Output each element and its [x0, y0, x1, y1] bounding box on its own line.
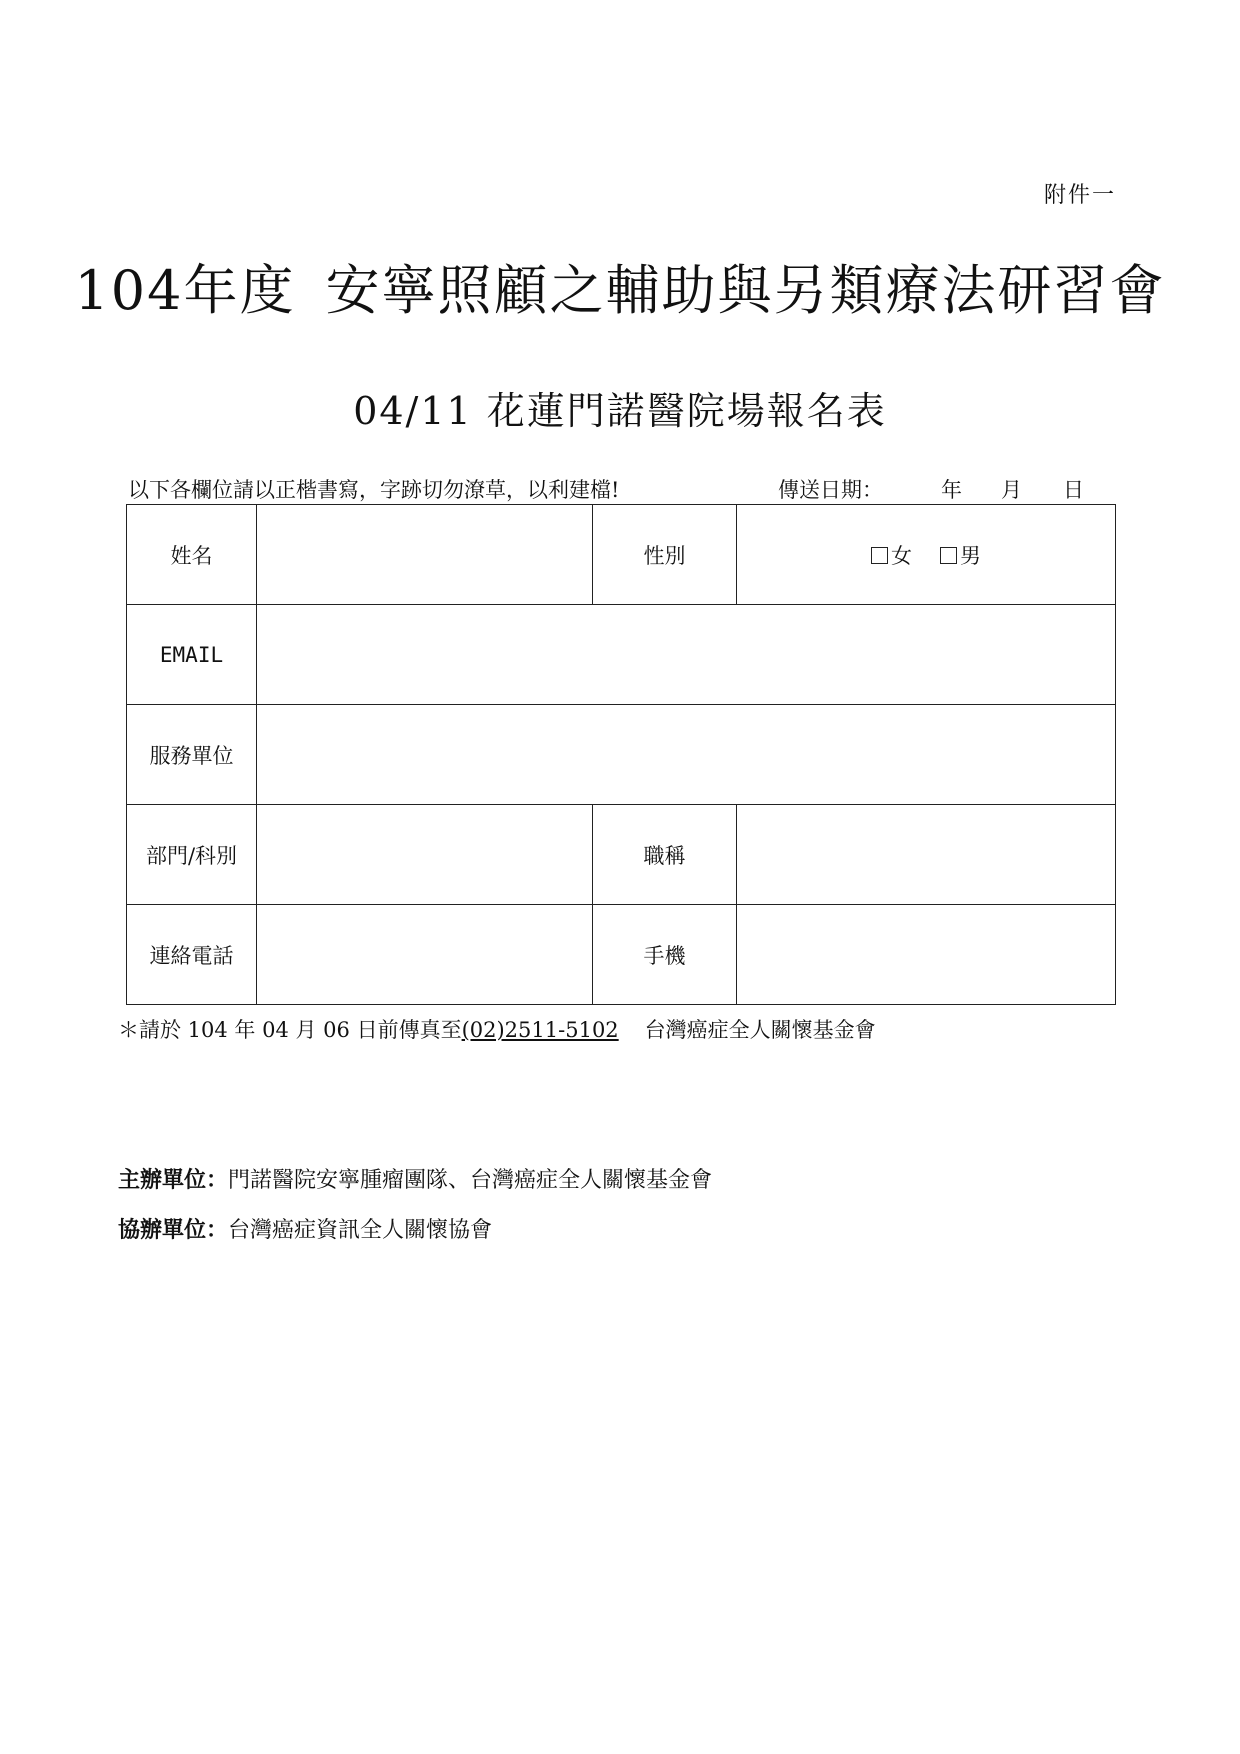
- fax-note-organization: 台灣癌症全人關懷基金會: [644, 1018, 876, 1042]
- form-row-name: [127, 505, 1116, 605]
- male-checkbox[interactable]: [940, 547, 957, 564]
- gender-field: [737, 505, 1116, 605]
- organizer-line: [118, 1163, 712, 1194]
- organizer-label: 主辦單位：: [118, 1167, 229, 1193]
- phone-field[interactable]: [257, 905, 593, 1005]
- gender-label: 性別: [593, 505, 737, 605]
- department-label: 部門/科別: [127, 805, 257, 905]
- department-field[interactable]: [257, 805, 593, 905]
- job-title-label: 職稱: [593, 805, 737, 905]
- send-date-month-unit: 月: [1001, 478, 1022, 502]
- co-organizer-line: [118, 1213, 492, 1244]
- name-label: 姓名: [127, 505, 257, 605]
- co-organizer-value: 台灣癌症資訊全人關懷協會: [228, 1218, 493, 1243]
- female-checkbox[interactable]: [871, 547, 888, 564]
- fax-note-prefix: ＊請於 104 年 04 月 06 日前傳真至: [118, 1018, 462, 1042]
- service-unit-field[interactable]: [257, 705, 1116, 805]
- title-year: 104年度: [74, 259, 296, 322]
- mobile-field[interactable]: [737, 905, 1116, 1005]
- email-label: EMAIL: [127, 605, 257, 705]
- name-field[interactable]: [257, 505, 593, 605]
- job-title-field[interactable]: [737, 805, 1116, 905]
- page-title: [0, 248, 1240, 325]
- form-row-unit: [127, 705, 1116, 805]
- title-name: 安寧照顧之輔助與另類療法研習會: [325, 259, 1166, 322]
- fax-note: [118, 1014, 876, 1044]
- page-subtitle: 04/11 花蓮門諾醫院場報名表: [353, 389, 887, 433]
- female-option-label: 女: [891, 543, 912, 568]
- attachment-label: 附件一: [1043, 183, 1116, 208]
- form-row-email: [127, 605, 1116, 705]
- fax-number: (02)2511-5102: [461, 1018, 619, 1042]
- organizer-value: 門諾醫院安寧腫瘤團隊、台灣癌症全人關懷基金會: [228, 1168, 713, 1193]
- male-option-label: 男: [960, 543, 981, 568]
- form-row-department: [127, 805, 1116, 905]
- instruction-text: 以下各欄位請以正楷書寫，字跡切勿潦草，以利建檔!: [128, 478, 620, 502]
- mobile-label: 手機: [593, 905, 737, 1005]
- send-date-year-unit: 年: [941, 478, 962, 502]
- phone-label: 連絡電話: [127, 905, 257, 1005]
- send-date-label: 傳送日期：: [778, 478, 883, 502]
- email-field[interactable]: [257, 605, 1116, 705]
- instruction-row: [128, 474, 1088, 504]
- send-date-day-unit: 日: [1063, 478, 1084, 502]
- service-unit-label: 服務單位: [127, 705, 257, 805]
- co-organizer-label: 協辦單位：: [118, 1217, 229, 1243]
- registration-form-table: [126, 504, 1116, 1005]
- form-row-phone: [127, 905, 1116, 1005]
